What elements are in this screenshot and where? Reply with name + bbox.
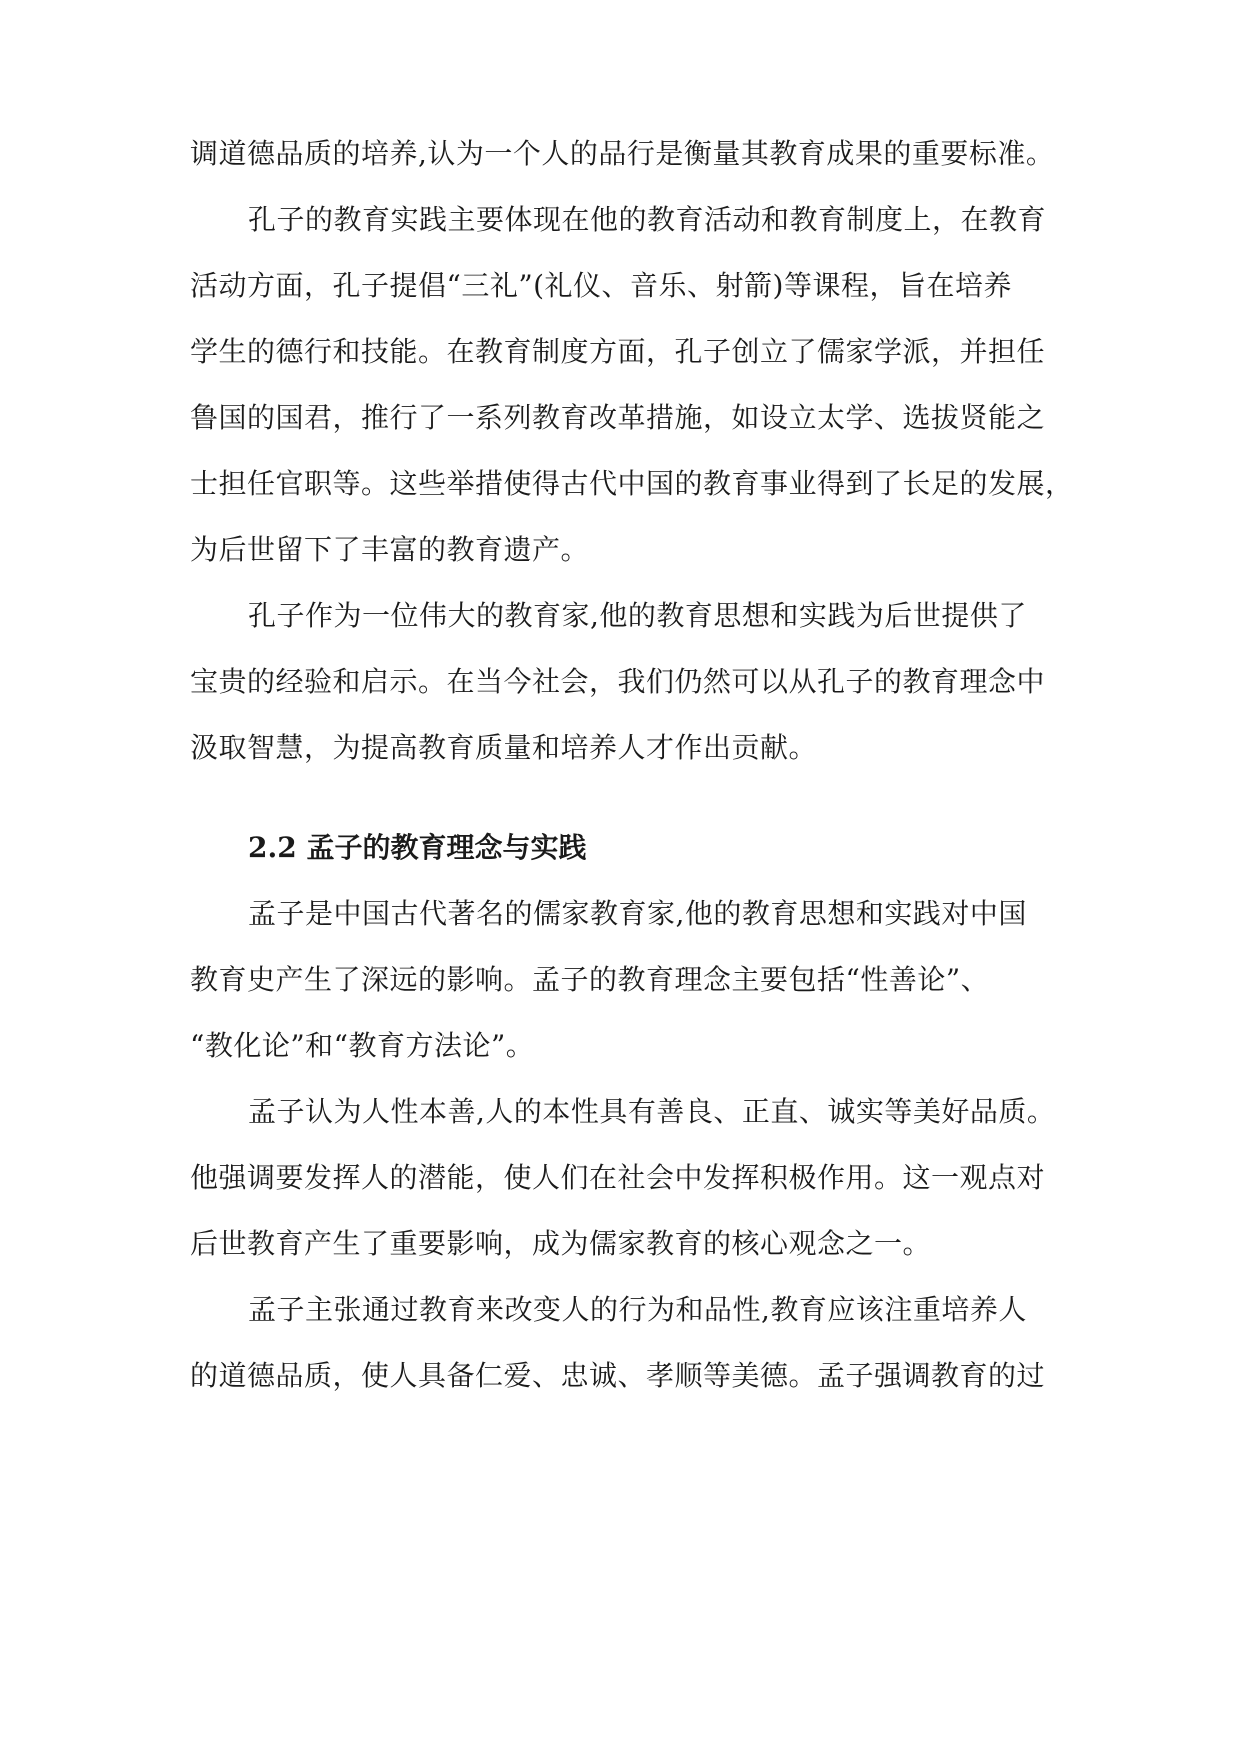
section-heading: 2.2 孟子的教育理念与实践 [248, 831, 587, 864]
text-line: 汲取智慧，为提高教育质量和培养人才作出贡献。 [190, 731, 818, 764]
text-line: 活动方面，孔子提倡“三礼”(礼仪、音乐、射箭)等课程，旨在培养 [190, 269, 1012, 302]
text-line: 鲁国的国君，推行了一系列教育改革措施，如设立太学、选拔贤能之 [190, 401, 1046, 434]
text-line: 他强调要发挥人的潜能，使人们在社会中发挥积极作用。这一观点对 [190, 1161, 1046, 1194]
paragraph-start: 孟子主张通过教育来改变人的行为和品性,教育应该注重培养人 [248, 1293, 1027, 1326]
text-line: 后世教育产生了重要影响，成为儒家教育的核心观念之一。 [190, 1227, 932, 1260]
text-line: 士担任官职等。这些举措使得古代中国的教育事业得到了长足的发展， [190, 467, 1074, 500]
text-line: 的道德品质，使人具备仁爱、忠诚、孝顺等美德。孟子强调教育的过 [190, 1359, 1046, 1392]
text-line: “教化论”和“教育方法论”。 [190, 1029, 535, 1062]
text-line: 学生的德行和技能。在教育制度方面，孔子创立了儒家学派，并担任 [190, 335, 1046, 368]
text-line: 教育史产生了深远的影响。孟子的教育理念主要包括“性善论”、 [190, 963, 990, 996]
paragraph-start: 孔子作为一位伟大的教育家,他的教育思想和实践为后世提供了 [248, 599, 1027, 632]
text-line: 为后世留下了丰富的教育遗产。 [190, 533, 590, 566]
paragraph-start: 孟子是中国古代著名的儒家教育家,他的教育思想和实践对中国 [248, 897, 1027, 930]
paragraph-start: 孟子认为人性本善,人的本性具有善良、正直、诚实等美好品质。 [248, 1095, 1056, 1128]
text-line: 宝贵的经验和启示。在当今社会，我们仍然可以从孔子的教育理念中 [190, 665, 1046, 698]
paragraph-start: 孔子的教育实践主要体现在他的教育活动和教育制度上，在教育 [248, 203, 1047, 236]
text-line: 调道德品质的培养,认为一个人的品行是衡量其教育成果的重要标准。 [190, 137, 1055, 170]
